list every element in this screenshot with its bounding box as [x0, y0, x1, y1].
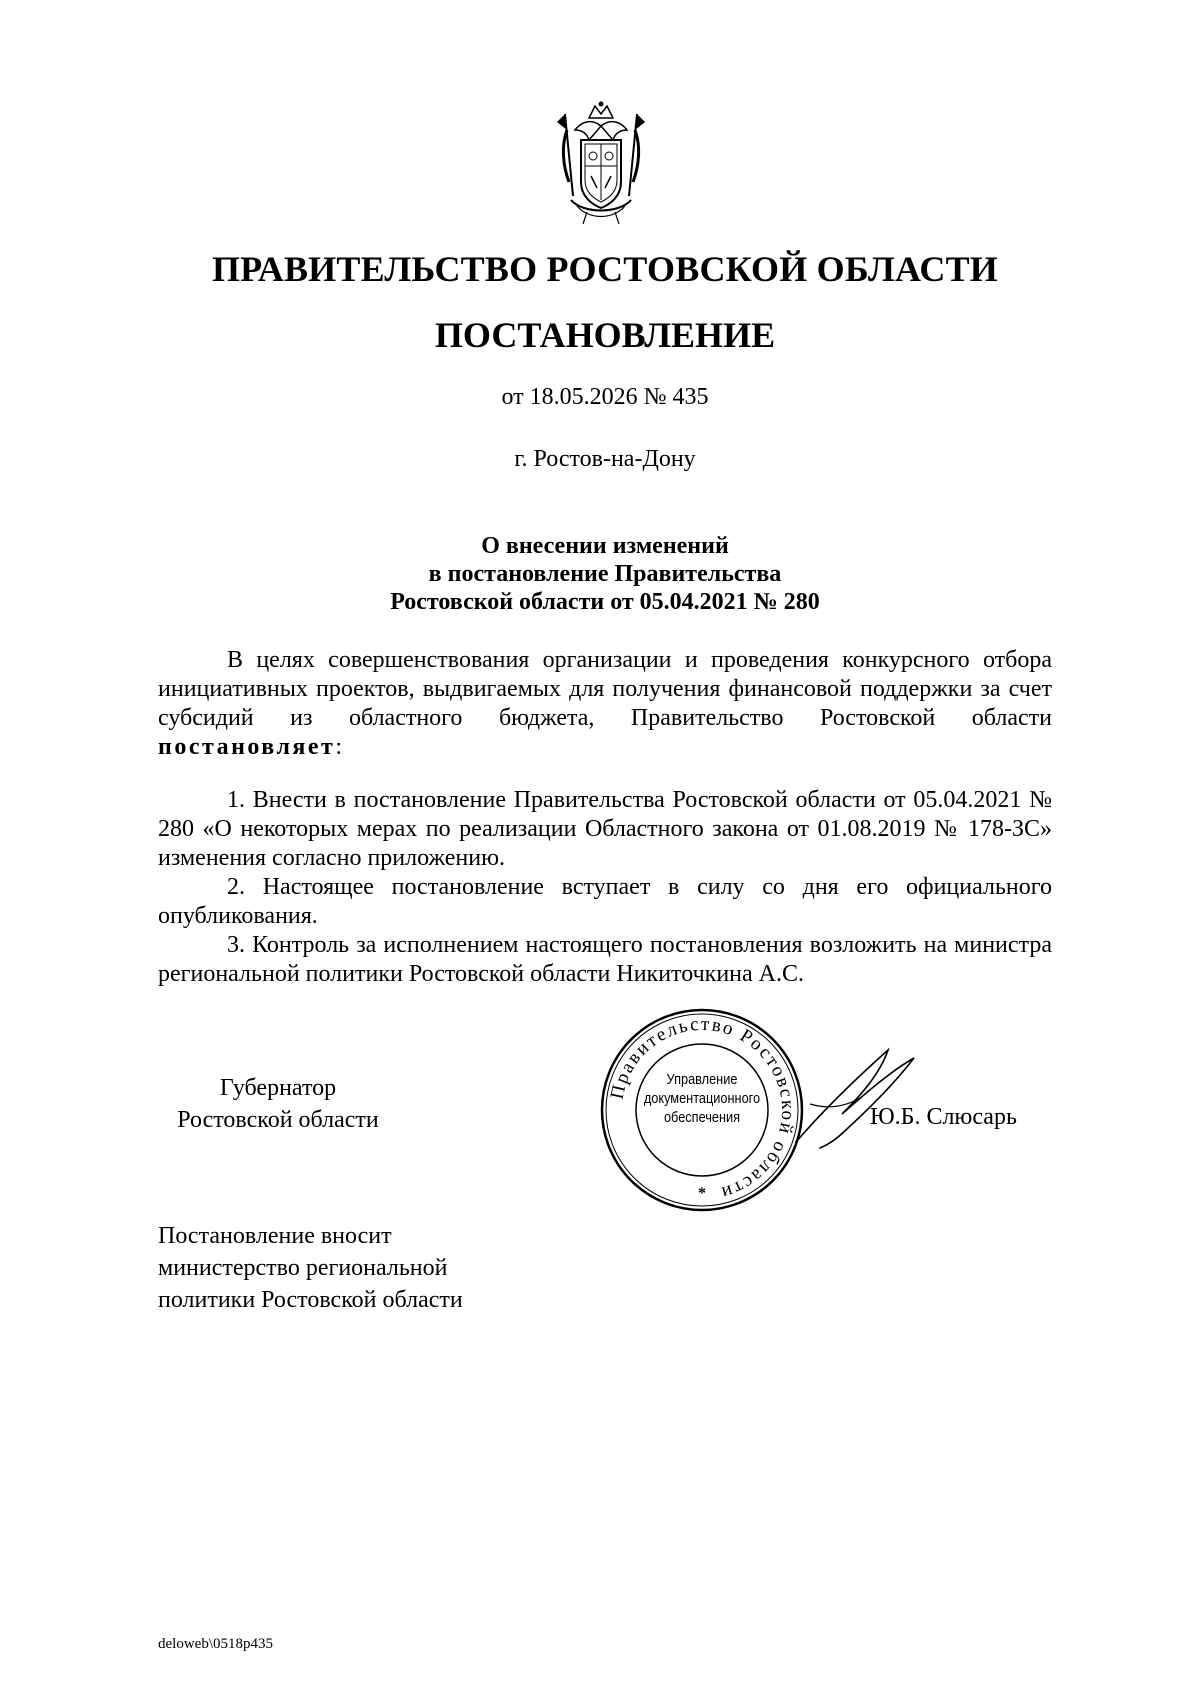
introducer-line: Постановление вносит: [158, 1223, 392, 1249]
seal-center-text: [643, 1070, 762, 1127]
seal-center-line: Управление: [666, 1071, 738, 1088]
preamble-tail: :: [335, 734, 342, 760]
signer-position-line: Губернатор: [219, 1075, 337, 1101]
seal-center-line: документационного: [643, 1090, 761, 1107]
document-file-code: deloweb\0518p435: [158, 1636, 273, 1652]
seal-center-line: обеспечения: [663, 1109, 741, 1126]
handwritten-signature: [790, 1044, 920, 1154]
seal-star: *: [698, 1185, 706, 1202]
subject-line: Ростовской области от 05.04.2021 № 280: [390, 589, 820, 615]
preamble-text: В целях совершенствования организации и проведения конкурсного отбора инициативных проектов, выдвигаемых для получения финансовой поддержки за счет субсидий из областного бюджета, Правительство Ростовской области: [158, 647, 1052, 731]
document-subject: [150, 532, 1060, 616]
coat-of-arms-emblem: [555, 96, 647, 226]
preamble: [158, 646, 1052, 762]
resolution-items: [158, 786, 1052, 989]
organization-title: ПРАВИТЕЛЬСТВО РОСТОВСКОЙ ОБЛАСТИ: [211, 249, 999, 289]
subject-line: О внесении изменений: [481, 533, 729, 559]
resolution-item: 1. Внести в постановление Правительства Ростовской области от 05.04.2021 № 280 «О некоторых мерах по реализации Областного закона от 01.08.2019 № 178-ЗС» изменения согласно приложению.: [158, 787, 1052, 871]
signer-position: [163, 1072, 393, 1136]
resolution-item: 2. Настоящее постановление вступает в силу со дня его официального опубликования.: [158, 874, 1052, 929]
decree-word: постановляет: [158, 734, 336, 760]
document-date-number: от 18.05.2026 № 435: [501, 384, 709, 410]
document-city: г. Ростов-на-Дону: [514, 446, 696, 472]
signer-name: Ю.Б. Слюсарь: [870, 1104, 1017, 1130]
seal-ring-text: Правительство Ростовской области: [606, 1013, 799, 1204]
resolution-item: 3. Контроль за исполнением настоящего постановления возложить на министра региональной политики Ростовской области Никиточкина А.С.: [158, 932, 1052, 987]
subject-line: в постановление Правительства: [428, 561, 782, 587]
introducer-line: министерство региональной: [158, 1255, 448, 1281]
document-type: ПОСТАНОВЛЕНИЕ: [434, 315, 776, 355]
signer-position-line: Ростовской области: [177, 1107, 379, 1133]
introducer-note: [158, 1220, 463, 1316]
introducer-line: политики Ростовской области: [158, 1287, 463, 1313]
